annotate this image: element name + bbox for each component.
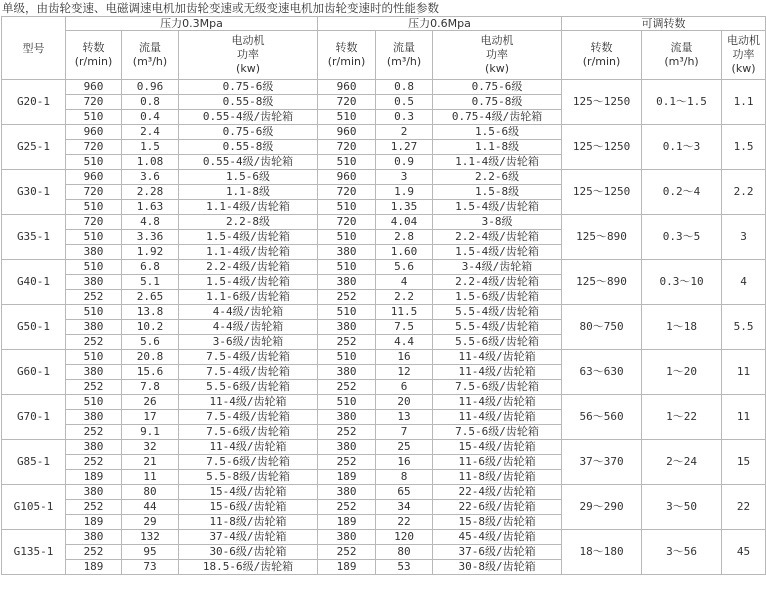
- model-cell: G25-1: [2, 125, 66, 170]
- power-cell: 1.5-4级/齿轮箱: [433, 200, 562, 215]
- table-row: [2, 440, 766, 455]
- flow-cell: 5.6: [122, 335, 179, 350]
- power-cell: 22-4级/齿轮箱: [433, 485, 562, 500]
- power-cell: 11-4级/齿轮箱: [433, 395, 562, 410]
- power-cell: 7.5-4级/齿轮箱: [179, 365, 318, 380]
- header-adjustable-speed: 可调转数: [562, 17, 766, 31]
- flow-cell: 80: [122, 485, 179, 500]
- flow-cell: 80: [376, 545, 433, 560]
- flow-cell: 16: [376, 455, 433, 470]
- table-row: [2, 530, 766, 545]
- header-power-2: 电动机 功率 (kw): [433, 31, 562, 80]
- speed-cell: 380: [66, 320, 122, 335]
- power-cell: 0.55-8级: [179, 95, 318, 110]
- power-cell: 5.5-8级/齿轮箱: [179, 470, 318, 485]
- speed-cell: 252: [66, 380, 122, 395]
- speed-cell: 720: [318, 215, 376, 230]
- power-cell: 18.5-6级/齿轮箱: [179, 560, 318, 575]
- speed-cell: 720: [66, 215, 122, 230]
- speed-cell: 960: [66, 125, 122, 140]
- power-cell: 1.1-6级/齿轮箱: [179, 290, 318, 305]
- table-row: [2, 125, 766, 140]
- speed-cell: 252: [66, 425, 122, 440]
- power-cell: 37-4级/齿轮箱: [179, 530, 318, 545]
- power-cell: 11-4级/齿轮箱: [433, 365, 562, 380]
- speed-cell: 189: [66, 560, 122, 575]
- flow-cell: 11.5: [376, 305, 433, 320]
- power-cell: 11-8级/齿轮箱: [433, 470, 562, 485]
- flow-cell: 13.8: [122, 305, 179, 320]
- speed-cell: 189: [318, 470, 376, 485]
- speed-cell: 510: [66, 260, 122, 275]
- power-cell: 7.5-4级/齿轮箱: [179, 410, 318, 425]
- flow-cell: 1.92: [122, 245, 179, 260]
- table-row: [2, 305, 766, 320]
- header-pressure-03: 压力0.3Mpa: [66, 17, 318, 31]
- power-cell: 11-4级/齿轮箱: [179, 395, 318, 410]
- range-speed-cell: 29～290: [562, 485, 642, 530]
- header-flow-range: 流量 (m³/h): [642, 31, 722, 80]
- speed-cell: 380: [318, 485, 376, 500]
- range-speed-cell: 125～890: [562, 260, 642, 305]
- speed-cell: 380: [318, 245, 376, 260]
- range-power-cell: 11: [722, 395, 766, 440]
- range-speed-cell: 125～1250: [562, 125, 642, 170]
- power-cell: 7.5-6级/齿轮箱: [179, 425, 318, 440]
- flow-cell: 0.4: [122, 110, 179, 125]
- speed-cell: 252: [318, 335, 376, 350]
- range-flow-cell: 0.1～3: [642, 125, 722, 170]
- flow-cell: 7.5: [376, 320, 433, 335]
- speed-cell: 252: [318, 545, 376, 560]
- range-flow-cell: 0.3～5: [642, 215, 722, 260]
- power-cell: 15-6级/齿轮箱: [179, 500, 318, 515]
- power-cell: 2.2-4级/齿轮箱: [433, 230, 562, 245]
- range-speed-cell: 37～370: [562, 440, 642, 485]
- flow-cell: 44: [122, 500, 179, 515]
- flow-cell: 53: [376, 560, 433, 575]
- power-cell: 4-4级/齿轮箱: [179, 320, 318, 335]
- flow-cell: 11: [122, 470, 179, 485]
- power-cell: 1.5-4级/齿轮箱: [179, 275, 318, 290]
- range-speed-cell: 18～180: [562, 530, 642, 575]
- table-body: [2, 80, 766, 575]
- flow-cell: 95: [122, 545, 179, 560]
- power-cell: 11-6级/齿轮箱: [433, 455, 562, 470]
- flow-cell: 1.5: [122, 140, 179, 155]
- flow-cell: 5.1: [122, 275, 179, 290]
- speed-cell: 252: [318, 425, 376, 440]
- speed-cell: 510: [318, 395, 376, 410]
- model-cell: G60-1: [2, 350, 66, 395]
- power-cell: 3-8级: [433, 215, 562, 230]
- speed-cell: 189: [318, 560, 376, 575]
- header-power-range: 电动机 功率 (kw): [722, 31, 766, 80]
- header-speed-1: 转数 (r/min): [66, 31, 122, 80]
- power-cell: 0.55-4级/齿轮箱: [179, 110, 318, 125]
- speed-cell: 252: [318, 455, 376, 470]
- flow-cell: 26: [122, 395, 179, 410]
- speed-cell: 510: [318, 260, 376, 275]
- power-cell: 0.75-6级: [433, 80, 562, 95]
- speed-cell: 380: [66, 485, 122, 500]
- speed-cell: 252: [66, 545, 122, 560]
- power-cell: 2.2-4级/齿轮箱: [433, 275, 562, 290]
- range-flow-cell: 1～18: [642, 305, 722, 350]
- range-power-cell: 2.2: [722, 170, 766, 215]
- table-row: [2, 395, 766, 410]
- power-cell: 0.55-4级/齿轮箱: [179, 155, 318, 170]
- flow-cell: 1.9: [376, 185, 433, 200]
- flow-cell: 4: [376, 275, 433, 290]
- speed-cell: 960: [318, 80, 376, 95]
- power-cell: 45-4级/齿轮箱: [433, 530, 562, 545]
- model-cell: G40-1: [2, 260, 66, 305]
- flow-cell: 0.9: [376, 155, 433, 170]
- power-cell: 1.5-4级/齿轮箱: [179, 230, 318, 245]
- range-power-cell: 45: [722, 530, 766, 575]
- power-cell: 30-8级/齿轮箱: [433, 560, 562, 575]
- header-speed-range: 转数 (r/min): [562, 31, 642, 80]
- power-cell: 5.5-6级/齿轮箱: [433, 335, 562, 350]
- model-cell: G105-1: [2, 485, 66, 530]
- flow-cell: 0.8: [376, 80, 433, 95]
- flow-cell: 4.04: [376, 215, 433, 230]
- flow-cell: 25: [376, 440, 433, 455]
- flow-cell: 32: [122, 440, 179, 455]
- header-row-columns: [2, 31, 766, 80]
- speed-cell: 510: [318, 110, 376, 125]
- header-flow-2: 流量 (m³/h): [376, 31, 433, 80]
- speed-cell: 720: [66, 185, 122, 200]
- power-cell: 1.5-4级/齿轮箱: [433, 245, 562, 260]
- header-row-groups: [2, 17, 766, 31]
- power-cell: 0.55-8级: [179, 140, 318, 155]
- flow-cell: 34: [376, 500, 433, 515]
- model-cell: G50-1: [2, 305, 66, 350]
- flow-cell: 1.27: [376, 140, 433, 155]
- flow-cell: 4.4: [376, 335, 433, 350]
- speed-cell: 510: [66, 395, 122, 410]
- speed-cell: 510: [66, 350, 122, 365]
- performance-table: [1, 16, 766, 575]
- speed-cell: 510: [66, 155, 122, 170]
- power-cell: 1.1-4级/齿轮箱: [433, 155, 562, 170]
- speed-cell: 189: [318, 515, 376, 530]
- power-cell: 1.1-4级/齿轮箱: [179, 245, 318, 260]
- model-cell: G85-1: [2, 440, 66, 485]
- model-cell: G30-1: [2, 170, 66, 215]
- power-cell: 11-4级/齿轮箱: [433, 410, 562, 425]
- model-cell: G35-1: [2, 215, 66, 260]
- flow-cell: 17: [122, 410, 179, 425]
- speed-cell: 510: [66, 200, 122, 215]
- speed-cell: 510: [318, 350, 376, 365]
- flow-cell: 5.6: [376, 260, 433, 275]
- speed-cell: 510: [318, 305, 376, 320]
- range-flow-cell: 2～24: [642, 440, 722, 485]
- flow-cell: 1.63: [122, 200, 179, 215]
- flow-cell: 3.6: [122, 170, 179, 185]
- speed-cell: 380: [318, 275, 376, 290]
- header-model: 型号: [2, 17, 66, 80]
- power-cell: 3-6级/齿轮箱: [179, 335, 318, 350]
- range-power-cell: 4: [722, 260, 766, 305]
- speed-cell: 720: [318, 95, 376, 110]
- speed-cell: 380: [66, 410, 122, 425]
- flow-cell: 16: [376, 350, 433, 365]
- header-pressure-06: 压力0.6Mpa: [318, 17, 562, 31]
- flow-cell: 8: [376, 470, 433, 485]
- power-cell: 1.1-8级: [433, 140, 562, 155]
- table-row: [2, 485, 766, 500]
- flow-cell: 12: [376, 365, 433, 380]
- range-power-cell: 5.5: [722, 305, 766, 350]
- range-speed-cell: 125～1250: [562, 80, 642, 125]
- flow-cell: 6: [376, 380, 433, 395]
- speed-cell: 510: [318, 230, 376, 245]
- range-power-cell: 22: [722, 485, 766, 530]
- flow-cell: 73: [122, 560, 179, 575]
- flow-cell: 9.1: [122, 425, 179, 440]
- power-cell: 11-4级/齿轮箱: [179, 440, 318, 455]
- range-flow-cell: 0.1～1.5: [642, 80, 722, 125]
- table-row: [2, 350, 766, 365]
- range-power-cell: 3: [722, 215, 766, 260]
- flow-cell: 7: [376, 425, 433, 440]
- power-cell: 11-4级/齿轮箱: [433, 350, 562, 365]
- speed-cell: 252: [66, 290, 122, 305]
- power-cell: 2.2-8级: [179, 215, 318, 230]
- speed-cell: 960: [66, 170, 122, 185]
- flow-cell: 2.65: [122, 290, 179, 305]
- flow-cell: 1.08: [122, 155, 179, 170]
- table-caption: 单级，由齿轮变速、电磁调速电机加齿轮变速或无级变速电机加齿轮变速时的性能参数: [2, 1, 439, 15]
- table-row: [2, 170, 766, 185]
- flow-cell: 20.8: [122, 350, 179, 365]
- power-cell: 0.75-6级: [179, 80, 318, 95]
- flow-cell: 1.35: [376, 200, 433, 215]
- power-cell: 2.2-6级: [433, 170, 562, 185]
- power-cell: 7.5-6级/齿轮箱: [179, 455, 318, 470]
- model-cell: G20-1: [2, 80, 66, 125]
- flow-cell: 6.8: [122, 260, 179, 275]
- range-speed-cell: 56～560: [562, 395, 642, 440]
- flow-cell: 0.3: [376, 110, 433, 125]
- flow-cell: 22: [376, 515, 433, 530]
- power-cell: 7.5-6级/齿轮箱: [433, 425, 562, 440]
- power-cell: 0.75-6级: [179, 125, 318, 140]
- speed-cell: 720: [318, 140, 376, 155]
- power-cell: 5.5-6级/齿轮箱: [179, 380, 318, 395]
- power-cell: 3-4级/齿轮箱: [433, 260, 562, 275]
- power-cell: 1.5-8级: [433, 185, 562, 200]
- header-power-1: 电动机 功率 (kw): [179, 31, 318, 80]
- speed-cell: 510: [318, 155, 376, 170]
- speed-cell: 380: [318, 410, 376, 425]
- speed-cell: 510: [66, 305, 122, 320]
- speed-cell: 510: [318, 200, 376, 215]
- range-power-cell: 15: [722, 440, 766, 485]
- power-cell: 1.5-6级: [179, 170, 318, 185]
- power-cell: 1.1-8级: [179, 185, 318, 200]
- flow-cell: 29: [122, 515, 179, 530]
- speed-cell: 380: [66, 440, 122, 455]
- speed-cell: 380: [318, 530, 376, 545]
- flow-cell: 2.28: [122, 185, 179, 200]
- flow-cell: 2: [376, 125, 433, 140]
- flow-cell: 20: [376, 395, 433, 410]
- speed-cell: 720: [66, 95, 122, 110]
- range-flow-cell: 3～50: [642, 485, 722, 530]
- speed-cell: 380: [66, 245, 122, 260]
- speed-cell: 189: [66, 515, 122, 530]
- power-cell: 0.75-4级/齿轮箱: [433, 110, 562, 125]
- speed-cell: 252: [66, 500, 122, 515]
- flow-cell: 2.4: [122, 125, 179, 140]
- power-cell: 5.5-4级/齿轮箱: [433, 320, 562, 335]
- range-speed-cell: 125～890: [562, 215, 642, 260]
- power-cell: 7.5-4级/齿轮箱: [179, 350, 318, 365]
- table-row: [2, 215, 766, 230]
- flow-cell: 65: [376, 485, 433, 500]
- power-cell: 2.2-4级/齿轮箱: [179, 260, 318, 275]
- flow-cell: 1.60: [376, 245, 433, 260]
- flow-cell: 4.8: [122, 215, 179, 230]
- speed-cell: 252: [318, 500, 376, 515]
- range-flow-cell: 3～56: [642, 530, 722, 575]
- range-speed-cell: 63～630: [562, 350, 642, 395]
- range-speed-cell: 125～1250: [562, 170, 642, 215]
- range-power-cell: 1.5: [722, 125, 766, 170]
- power-cell: 0.75-8级: [433, 95, 562, 110]
- speed-cell: 380: [66, 365, 122, 380]
- power-cell: 1.1-4级/齿轮箱: [179, 200, 318, 215]
- power-cell: 30-6级/齿轮箱: [179, 545, 318, 560]
- power-cell: 15-4级/齿轮箱: [179, 485, 318, 500]
- speed-cell: 720: [318, 185, 376, 200]
- range-flow-cell: 0.3～10: [642, 260, 722, 305]
- speed-cell: 252: [318, 290, 376, 305]
- model-cell: G135-1: [2, 530, 66, 575]
- flow-cell: 3: [376, 170, 433, 185]
- speed-cell: 252: [318, 380, 376, 395]
- range-power-cell: 1.1: [722, 80, 766, 125]
- power-cell: 11-8级/齿轮箱: [179, 515, 318, 530]
- flow-cell: 0.96: [122, 80, 179, 95]
- speed-cell: 380: [66, 530, 122, 545]
- speed-cell: 252: [66, 335, 122, 350]
- flow-cell: 21: [122, 455, 179, 470]
- power-cell: 1.5-6级/齿轮箱: [433, 290, 562, 305]
- speed-cell: 960: [66, 80, 122, 95]
- range-power-cell: 11: [722, 350, 766, 395]
- speed-cell: 380: [66, 275, 122, 290]
- speed-cell: 380: [318, 440, 376, 455]
- flow-cell: 0.8: [122, 95, 179, 110]
- power-cell: 7.5-6级/齿轮箱: [433, 380, 562, 395]
- speed-cell: 380: [318, 320, 376, 335]
- speed-cell: 252: [66, 455, 122, 470]
- power-cell: 4-4级/齿轮箱: [179, 305, 318, 320]
- table-row: [2, 80, 766, 95]
- flow-cell: 10.2: [122, 320, 179, 335]
- range-flow-cell: 1～20: [642, 350, 722, 395]
- flow-cell: 3.36: [122, 230, 179, 245]
- speed-cell: 510: [66, 110, 122, 125]
- power-cell: 37-6级/齿轮箱: [433, 545, 562, 560]
- range-flow-cell: 1～22: [642, 395, 722, 440]
- range-flow-cell: 0.2～4: [642, 170, 722, 215]
- power-cell: 15-4级/齿轮箱: [433, 440, 562, 455]
- flow-cell: 2.8: [376, 230, 433, 245]
- speed-cell: 960: [318, 125, 376, 140]
- header-speed-2: 转数 (r/min): [318, 31, 376, 80]
- model-cell: G70-1: [2, 395, 66, 440]
- flow-cell: 13: [376, 410, 433, 425]
- power-cell: 5.5-4级/齿轮箱: [433, 305, 562, 320]
- header-flow-1: 流量 (m³/h): [122, 31, 179, 80]
- speed-cell: 380: [318, 365, 376, 380]
- speed-cell: 189: [66, 470, 122, 485]
- table-row: [2, 260, 766, 275]
- speed-cell: 960: [318, 170, 376, 185]
- range-speed-cell: 80～750: [562, 305, 642, 350]
- flow-cell: 7.8: [122, 380, 179, 395]
- power-cell: 22-6级/齿轮箱: [433, 500, 562, 515]
- power-cell: 15-8级/齿轮箱: [433, 515, 562, 530]
- flow-cell: 2.2: [376, 290, 433, 305]
- flow-cell: 132: [122, 530, 179, 545]
- flow-cell: 120: [376, 530, 433, 545]
- speed-cell: 720: [66, 140, 122, 155]
- speed-cell: 510: [66, 230, 122, 245]
- flow-cell: 15.6: [122, 365, 179, 380]
- flow-cell: 0.5: [376, 95, 433, 110]
- power-cell: 1.5-6级: [433, 125, 562, 140]
